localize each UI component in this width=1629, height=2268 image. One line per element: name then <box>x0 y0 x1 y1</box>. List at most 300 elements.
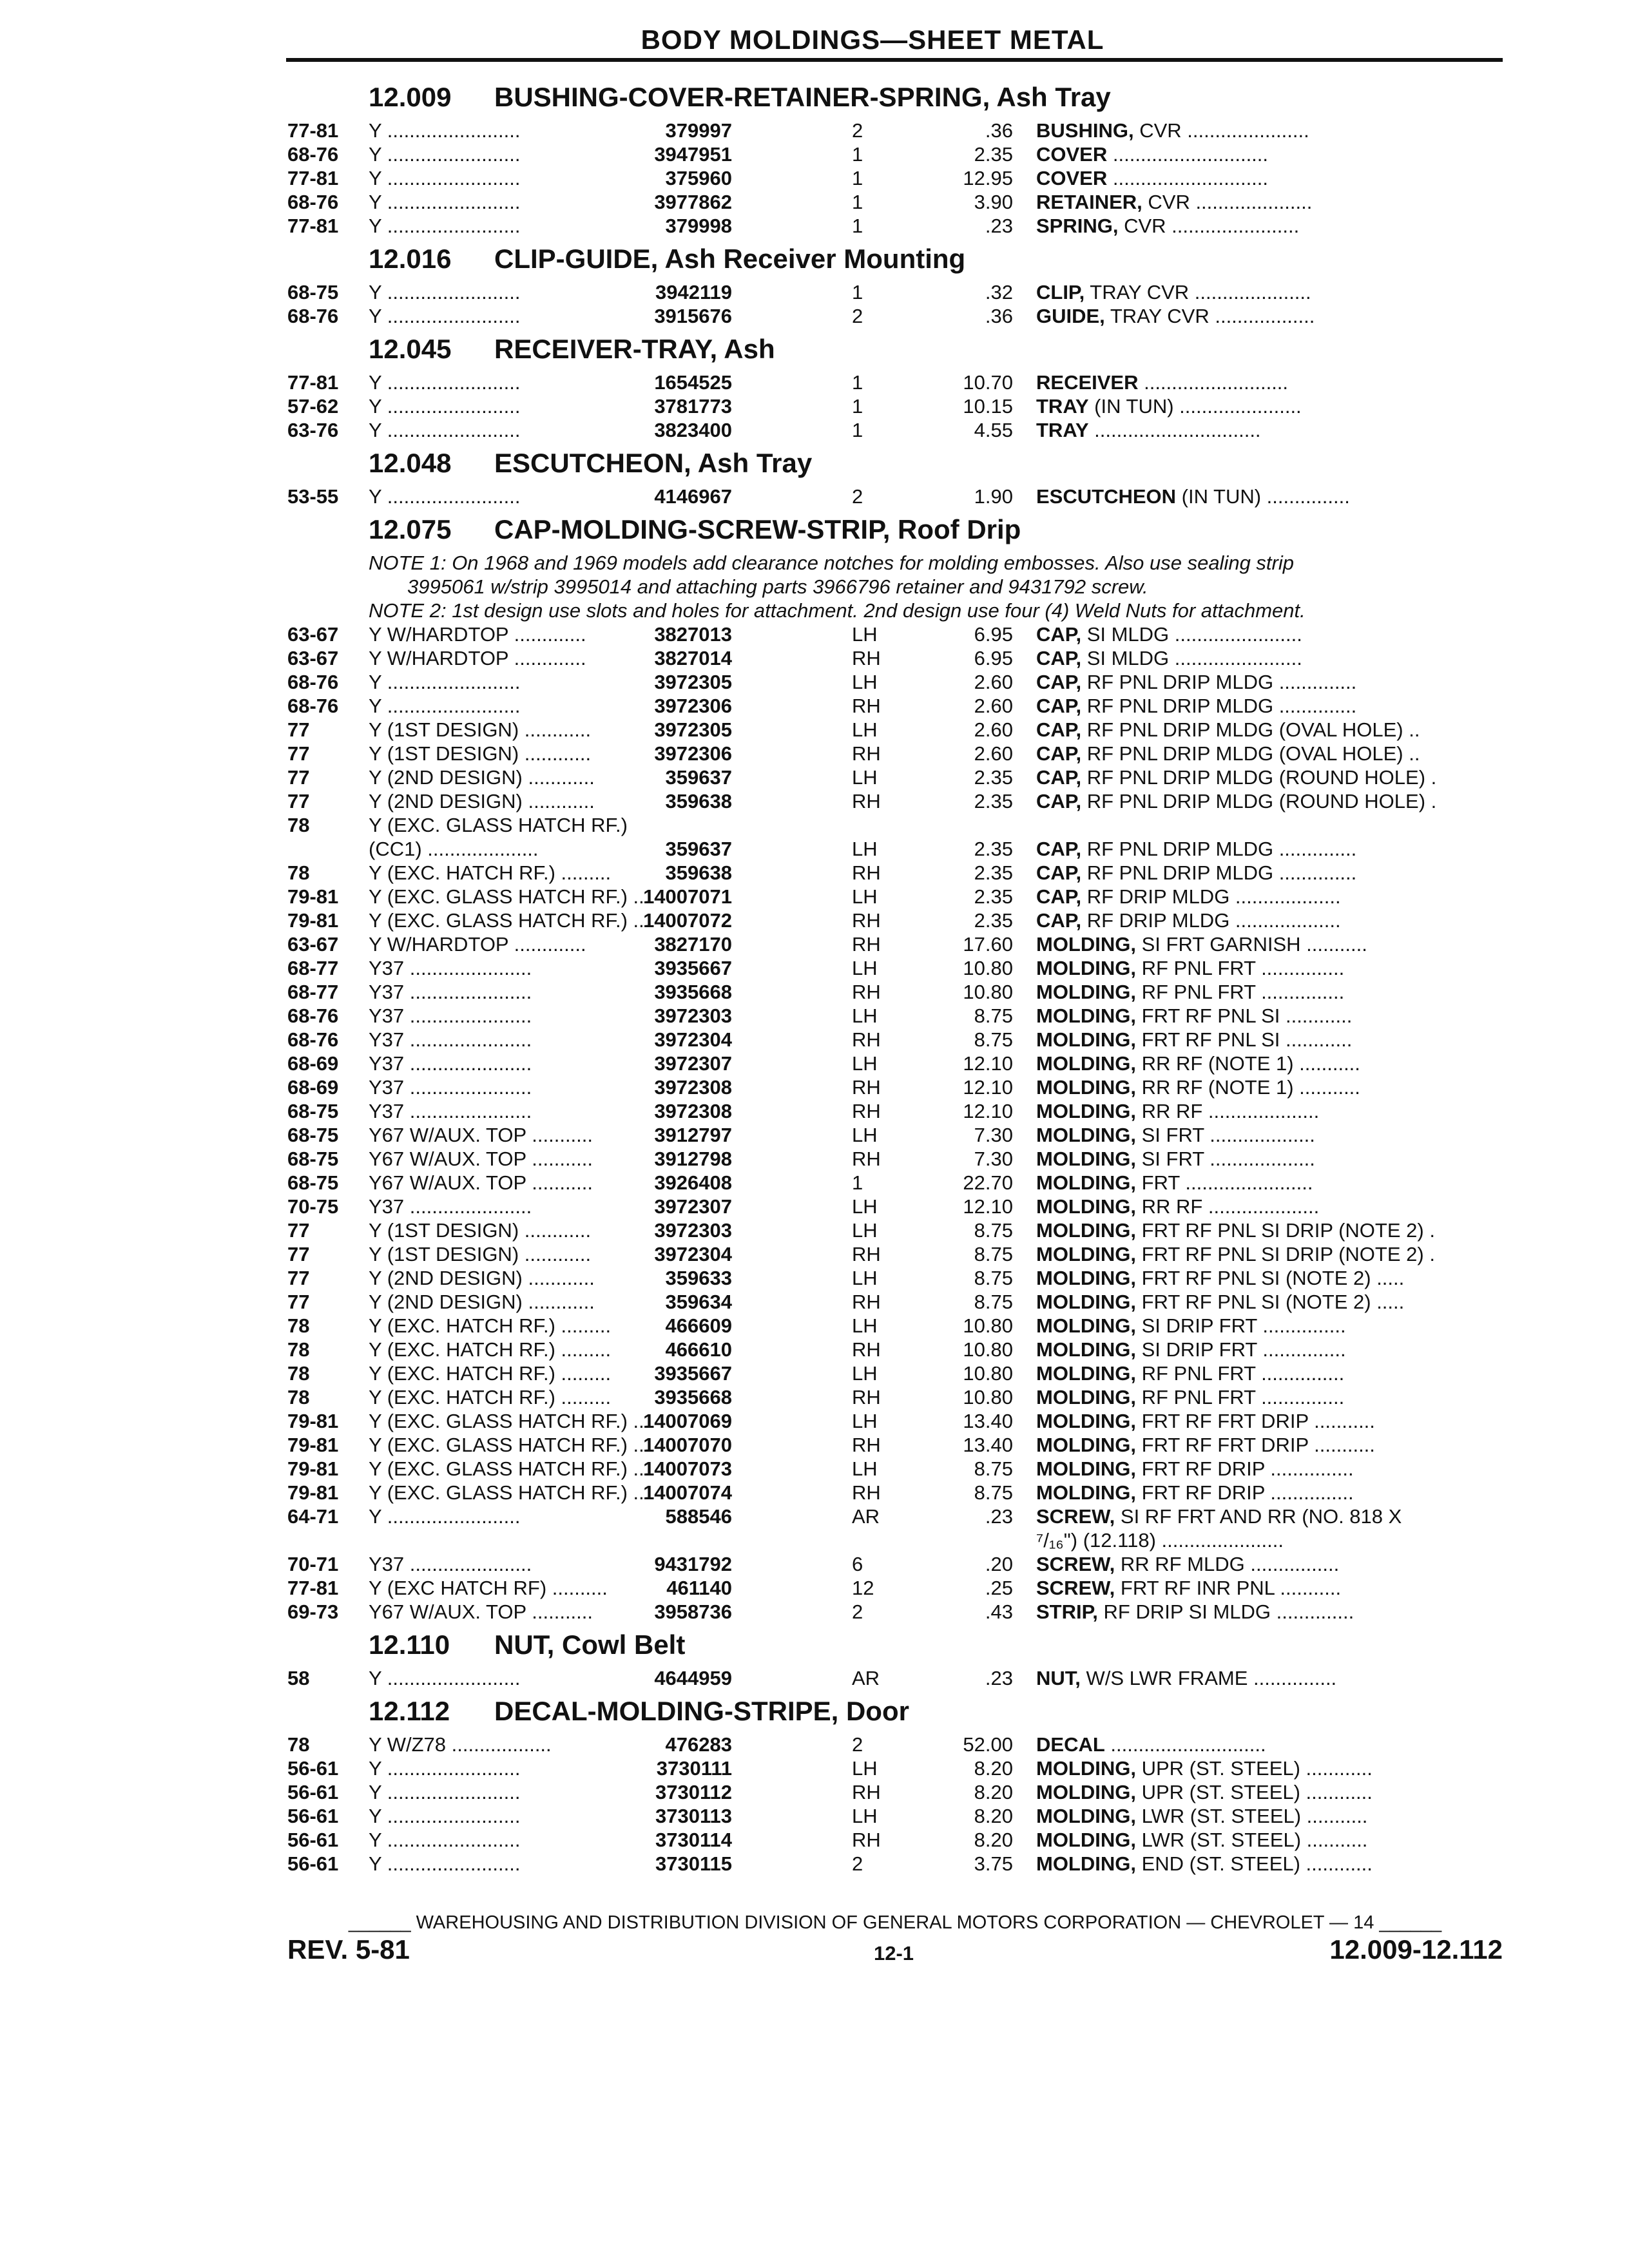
part-description-noun: NUT, <box>1036 1667 1081 1689</box>
usage-description: Y (EXC. GLASS HATCH RF.) ... <box>369 909 650 932</box>
table-row <box>287 1828 1503 1852</box>
part-number: 476283 <box>665 1733 732 1756</box>
quantity: RH <box>852 981 881 1003</box>
part-description-noun: MOLDING, <box>1036 1243 1136 1265</box>
part-description-detail: .............................. <box>1088 419 1261 441</box>
part-description-detail: RR RF .................... <box>1136 1195 1320 1218</box>
part-description-noun: CAP, <box>1036 742 1082 765</box>
part-description <box>1036 1852 1503 1876</box>
part-description <box>1036 304 1503 328</box>
price: 8.75 <box>974 1243 1013 1265</box>
model-years: 77 <box>287 718 310 741</box>
price: 2.35 <box>974 885 1013 908</box>
part-number: 3827014 <box>654 647 732 669</box>
usage-description: Y67 W/AUX. TOP ........... <box>369 1600 593 1623</box>
section-note: NOTE 1: On 1968 and 1969 models add clearance notches for molding embosses. Also use sealing strip <box>369 552 1294 574</box>
part-description <box>1036 1195 1503 1218</box>
price: 8.75 <box>974 1219 1013 1242</box>
part-number: 3823400 <box>654 419 732 441</box>
quantity: LH <box>852 1805 878 1827</box>
table-row <box>287 1481 1503 1504</box>
usage-description: Y (EXC. GLASS HATCH RF.) ... <box>369 1457 650 1480</box>
part-number: 3935667 <box>654 957 732 979</box>
quantity: RH <box>852 1481 881 1504</box>
part-number: 379997 <box>665 119 732 142</box>
price: .23 <box>985 1505 1013 1528</box>
part-description-noun: CAP, <box>1036 671 1082 693</box>
part-description <box>1036 370 1503 394</box>
part-description-detail: SI MLDG ....................... <box>1081 623 1302 646</box>
usage-description: Y37 ...................... <box>369 1004 532 1027</box>
usage-description: Y (EXC. GLASS HATCH RF.) ... <box>369 1481 650 1504</box>
part-description-noun: CAP, <box>1036 766 1082 789</box>
part-number: 359638 <box>665 790 732 812</box>
price: 12.10 <box>963 1052 1013 1075</box>
part-description-detail: UPR (ST. STEEL) ............ <box>1136 1757 1373 1780</box>
part-description-detail: FRT RF PNL SI (NOTE 2) ..... <box>1136 1291 1405 1313</box>
part-number: 3827013 <box>654 623 732 646</box>
price: 22.70 <box>963 1171 1013 1194</box>
table-row <box>287 370 1503 394</box>
quantity: LH <box>852 1124 878 1146</box>
table-row <box>287 1733 1503 1756</box>
price: .20 <box>985 1553 1013 1575</box>
model-years: 53-55 <box>287 485 339 508</box>
model-years: 79-81 <box>287 885 339 908</box>
part-number: 375960 <box>665 167 732 189</box>
quantity: RH <box>852 1434 881 1456</box>
price: 8.20 <box>974 1757 1013 1780</box>
quantity: RH <box>852 1338 881 1361</box>
price: 8.75 <box>974 1028 1013 1051</box>
usage-description: Y ........................ <box>369 485 521 508</box>
part-description-detail: (IN TUN) ...................... <box>1088 395 1302 418</box>
quantity: LH <box>852 1457 878 1480</box>
part-description <box>1036 166 1503 190</box>
table-row <box>287 1123 1503 1147</box>
price: 12.10 <box>963 1100 1013 1122</box>
quantity: LH <box>852 671 878 693</box>
quantity: LH <box>852 1314 878 1337</box>
part-description-detail: RR RF (NOTE 1) ........... <box>1136 1076 1360 1099</box>
part-description-detail: TRAY CVR .................. <box>1104 305 1315 327</box>
table-row <box>287 932 1503 956</box>
table-row <box>287 1756 1503 1780</box>
model-years: 78 <box>287 814 310 836</box>
usage-description: Y (EXC. GLASS HATCH RF.) ... <box>369 1434 650 1456</box>
quantity: LH <box>852 1757 878 1780</box>
part-description-detail: RF PNL FRT ............... <box>1136 1362 1345 1385</box>
usage-description: Y ........................ <box>369 1829 521 1851</box>
section-number: 12.048 <box>369 448 452 478</box>
model-years: 58 <box>287 1667 310 1689</box>
price: 8.20 <box>974 1805 1013 1827</box>
model-years: 70-75 <box>287 1195 339 1218</box>
section-name: CAP-MOLDING-SCREW-STRIP, Roof Drip <box>494 514 1021 544</box>
model-years: 68-69 <box>287 1076 339 1099</box>
part-description <box>1036 1828 1503 1852</box>
part-description-detail: TRAY CVR ..................... <box>1084 281 1311 303</box>
model-years: 68-69 <box>287 1052 339 1075</box>
part-description-detail: FRT RF PNL SI (NOTE 2) ..... <box>1136 1267 1405 1289</box>
part-number: 3730113 <box>655 1805 732 1827</box>
part-description-detail: RF PNL DRIP MLDG .............. <box>1081 861 1357 884</box>
section-number: 12.112 <box>369 1696 450 1726</box>
table-row <box>287 1504 1503 1528</box>
part-description <box>1036 214 1503 238</box>
part-description-noun: CAP, <box>1036 718 1082 741</box>
table-row <box>287 1171 1503 1195</box>
quantity: 1 <box>852 191 863 213</box>
price: 6.95 <box>974 623 1013 646</box>
usage-description: Y37 ...................... <box>369 1052 532 1075</box>
part-description <box>1036 1218 1503 1242</box>
usage-description: Y W/HARDTOP ............. <box>369 647 586 669</box>
model-years: 70-71 <box>287 1553 339 1575</box>
model-years: 69-73 <box>287 1600 339 1623</box>
part-description <box>1036 1171 1503 1195</box>
part-description-noun: MOLDING, <box>1036 1386 1136 1408</box>
part-description <box>1036 142 1503 166</box>
part-number: 359638 <box>665 861 732 884</box>
usage-description: Y (EXC. HATCH RF.) ......... <box>369 1386 612 1408</box>
part-description-detail: RF PNL DRIP MLDG (ROUND HOLE) . <box>1081 790 1437 812</box>
part-number: 3935668 <box>654 981 732 1003</box>
part-description <box>1036 980 1503 1004</box>
section-name: BUSHING-COVER-RETAINER-SPRING, Ash Tray <box>494 82 1111 112</box>
part-description-noun: MOLDING, <box>1036 1004 1136 1027</box>
table-row <box>287 190 1503 214</box>
model-years: 77 <box>287 742 310 765</box>
price: 2.35 <box>974 861 1013 884</box>
model-years: 56-61 <box>287 1852 339 1875</box>
part-description-detail: END (ST. STEEL) ............ <box>1136 1852 1373 1875</box>
price: 2.60 <box>974 718 1013 741</box>
table-row <box>287 280 1503 304</box>
table-row <box>287 418 1503 442</box>
part-number: 359637 <box>665 838 732 860</box>
part-description-detail: (IN TUN) ............... <box>1176 485 1350 508</box>
table-row <box>287 1218 1503 1242</box>
price: 1.90 <box>974 485 1013 508</box>
model-years: 78 <box>287 1338 310 1361</box>
part-description-noun: SCREW, <box>1036 1577 1115 1599</box>
part-number: 3972307 <box>654 1195 732 1218</box>
part-description <box>1036 394 1503 418</box>
part-description-detail: UPR (ST. STEEL) ............ <box>1136 1781 1373 1803</box>
model-years: 77-81 <box>287 167 339 189</box>
model-years: 79-81 <box>287 1434 339 1456</box>
part-description-detail: RF PNL DRIP MLDG (ROUND HOLE) . <box>1081 766 1437 789</box>
usage-description: Y37 ...................... <box>369 981 532 1003</box>
model-years: 56-61 <box>287 1805 339 1827</box>
part-description <box>1036 1733 1503 1756</box>
usage-description: Y37 ...................... <box>369 1028 532 1051</box>
table-row <box>287 1195 1503 1218</box>
table-row <box>287 1409 1503 1433</box>
part-description-detail: FRT RF DRIP ............... <box>1136 1457 1354 1480</box>
model-years: 79-81 <box>287 1457 339 1480</box>
quantity: RH <box>852 1291 881 1313</box>
part-description-detail: RR RF .................... <box>1136 1100 1320 1122</box>
part-description <box>1036 1338 1503 1361</box>
part-description-noun: CAP, <box>1036 861 1082 884</box>
quantity: LH <box>852 1267 878 1289</box>
part-description-noun: SPRING, <box>1036 215 1119 237</box>
part-number: 14007074 <box>643 1481 732 1504</box>
part-description-noun: COVER <box>1036 143 1108 166</box>
usage-description: Y ........................ <box>369 1781 521 1803</box>
price: 13.40 <box>963 1410 1013 1432</box>
part-description-detail: ............................ <box>1107 143 1269 166</box>
usage-description: Y ........................ <box>369 371 521 394</box>
part-description-detail: RF PNL FRT ............... <box>1136 981 1345 1003</box>
section-name: ESCUTCHEON, Ash Tray <box>494 448 813 478</box>
model-years: 78 <box>287 1314 310 1337</box>
table-row <box>287 670 1503 694</box>
part-description <box>1036 1004 1503 1028</box>
usage-description: Y ........................ <box>369 191 521 213</box>
part-number: 3972303 <box>654 1219 732 1242</box>
part-description-detail: FRT RF PNL SI DRIP (NOTE 2) . <box>1136 1219 1435 1242</box>
part-description-noun: MOLDING, <box>1036 1267 1136 1289</box>
part-description-detail: .......................... <box>1138 371 1289 394</box>
part-description <box>1036 646 1503 670</box>
part-description-noun: CAP, <box>1036 838 1082 860</box>
part-description <box>1036 119 1503 142</box>
price: .43 <box>985 1600 1013 1623</box>
usage-description: Y ........................ <box>369 1757 521 1780</box>
usage-description: Y (1ST DESIGN) ............ <box>369 718 592 741</box>
part-description-noun: MOLDING, <box>1036 1314 1136 1337</box>
part-number: 3730115 <box>655 1852 732 1875</box>
model-years: 68-76 <box>287 1028 339 1051</box>
model-years: 68-75 <box>287 1148 339 1170</box>
quantity: RH <box>852 1243 881 1265</box>
section-number: 12.075 <box>369 514 452 544</box>
part-description-noun: MOLDING, <box>1036 1457 1136 1480</box>
table-row <box>287 119 1503 142</box>
section-heading <box>287 508 1503 551</box>
quantity: RH <box>852 1781 881 1803</box>
quantity: LH <box>852 1362 878 1385</box>
part-description-detail: ............................ <box>1104 1733 1266 1756</box>
part-description-noun: MOLDING, <box>1036 1781 1136 1803</box>
part-description-detail: ............................ <box>1107 167 1269 189</box>
usage-description: Y (EXC. GLASS HATCH RF.) ... <box>369 1410 650 1432</box>
part-number: 3972304 <box>654 1243 732 1265</box>
part-description <box>1036 280 1503 304</box>
price: .36 <box>985 305 1013 327</box>
price: 2.60 <box>974 695 1013 717</box>
page-header-title: BODY MOLDINGS—SHEET METAL <box>641 24 1104 55</box>
price: 2.60 <box>974 742 1013 765</box>
section-heading <box>287 76 1503 119</box>
price: 8.75 <box>974 1481 1013 1504</box>
model-years: 68-77 <box>287 957 339 979</box>
part-number: 3972305 <box>654 718 732 741</box>
model-years: 63-67 <box>287 647 339 669</box>
part-description-noun: MOLDING, <box>1036 1028 1136 1051</box>
quantity: RH <box>852 933 881 956</box>
part-description-detail: FRT RF DRIP ............... <box>1136 1481 1354 1504</box>
part-description-noun: CAP, <box>1036 790 1082 812</box>
part-description-noun: MOLDING, <box>1036 1410 1136 1432</box>
usage-description: Y67 W/AUX. TOP ........... <box>369 1148 593 1170</box>
quantity: 2 <box>852 485 863 508</box>
part-number: 14007073 <box>643 1457 732 1480</box>
usage-description: Y (2ND DESIGN) ............ <box>369 1267 595 1289</box>
table-row <box>287 742 1503 765</box>
part-description-noun: TRAY <box>1036 395 1089 418</box>
model-years: 57-62 <box>287 395 339 418</box>
usage-description: Y (EXC. HATCH RF.) ......... <box>369 1338 612 1361</box>
part-description <box>1036 765 1503 789</box>
usage-description: Y (EXC HATCH RF) .......... <box>369 1577 608 1599</box>
part-number: 3935668 <box>654 1386 732 1408</box>
usage-description: Y (2ND DESIGN) ............ <box>369 790 595 812</box>
price: 10.80 <box>963 1362 1013 1385</box>
model-years: 78 <box>287 1733 310 1756</box>
usage-description: Y ........................ <box>369 1505 521 1528</box>
model-years: 68-76 <box>287 1004 339 1027</box>
usage-description: Y ........................ <box>369 395 521 418</box>
usage-description: Y W/Z78 .................. <box>369 1733 552 1756</box>
model-years: 68-75 <box>287 1124 339 1146</box>
part-number: 3972308 <box>654 1076 732 1099</box>
table-row <box>287 837 1503 861</box>
table-row <box>287 1099 1503 1123</box>
usage-description: Y (1ST DESIGN) ............ <box>369 742 592 765</box>
model-years: 68-75 <box>287 1171 339 1194</box>
part-description <box>1036 1756 1503 1780</box>
table-row <box>287 980 1503 1004</box>
part-description-noun: MOLDING, <box>1036 1219 1136 1242</box>
price: 10.80 <box>963 1338 1013 1361</box>
model-years: 79-81 <box>287 1410 339 1432</box>
usage-description: Y ........................ <box>369 281 521 303</box>
section-note: NOTE 2: 1st design use slots and holes for attachment. 2nd design use four (4) Weld Nuts for attachment. <box>369 599 1306 622</box>
quantity: 2 <box>852 1733 863 1756</box>
quantity: LH <box>852 1219 878 1242</box>
price: 8.75 <box>974 1457 1013 1480</box>
part-description-detail: SI RF FRT AND RR (NO. 818 X <box>1115 1505 1402 1528</box>
part-description-detail: SI MLDG ....................... <box>1081 647 1302 669</box>
part-description-detail: FRT ....................... <box>1136 1171 1313 1194</box>
price: 6.95 <box>974 647 1013 669</box>
usage-description: Y37 ...................... <box>369 957 532 979</box>
model-years: 78 <box>287 1386 310 1408</box>
part-number: 3781773 <box>654 395 732 418</box>
part-number: 3972303 <box>654 1004 732 1027</box>
price: 7.30 <box>974 1148 1013 1170</box>
quantity: RH <box>852 647 881 669</box>
model-years: 63-67 <box>287 623 339 646</box>
table-row <box>287 166 1503 190</box>
part-description <box>1036 1804 1503 1828</box>
part-description-noun: CAP, <box>1036 623 1082 646</box>
model-years: 63-67 <box>287 933 339 956</box>
usage-description: Y67 W/AUX. TOP ........... <box>369 1124 593 1146</box>
footer-publisher-line: ______ WAREHOUSING AND DISTRIBUTION DIVISION OF GENERAL MOTORS CORPORATION — CHEVROLET — 14 ______ <box>348 1912 1442 1933</box>
model-years: 77-81 <box>287 371 339 394</box>
part-description-detail: FRT RF FRT DRIP ........... <box>1136 1410 1375 1432</box>
model-years: 68-76 <box>287 305 339 327</box>
part-description-noun: MOLDING, <box>1036 1052 1136 1075</box>
model-years: 77 <box>287 790 310 812</box>
section-heading <box>287 238 1503 280</box>
section-number: 12.110 <box>369 1629 450 1660</box>
price: 8.75 <box>974 1267 1013 1289</box>
part-description <box>1036 1481 1503 1504</box>
model-years: 64-71 <box>287 1505 339 1528</box>
part-description-noun: MOLDING, <box>1036 933 1136 956</box>
part-number: 3730114 <box>655 1829 732 1851</box>
table-row <box>287 1147 1503 1171</box>
section-number: 12.045 <box>369 334 452 364</box>
part-description <box>1036 694 1503 718</box>
part-description-noun: CAP, <box>1036 909 1082 932</box>
model-years: 68-77 <box>287 981 339 1003</box>
part-number: 3972304 <box>654 1028 732 1051</box>
part-description-detail: SI FRT ................... <box>1136 1124 1315 1146</box>
usage-description: Y ........................ <box>369 1852 521 1875</box>
part-description <box>1036 908 1503 932</box>
part-description-noun: CAP, <box>1036 885 1082 908</box>
part-description <box>1036 718 1503 742</box>
part-description-noun: ESCUTCHEON <box>1036 485 1177 508</box>
price: 8.75 <box>974 1004 1013 1027</box>
part-description-detail: RF PNL FRT ............... <box>1136 1386 1345 1408</box>
part-description-noun: TRAY <box>1036 419 1089 441</box>
part-description <box>1036 1266 1503 1290</box>
part-description <box>1036 1504 1503 1528</box>
price: 10.80 <box>963 1386 1013 1408</box>
footer-section-range: 12.009-12.112 <box>1329 1934 1503 1965</box>
part-number: 359633 <box>665 1267 732 1289</box>
part-number: 14007070 <box>643 1434 732 1456</box>
quantity: 2 <box>852 1600 863 1623</box>
part-description <box>1036 1242 1503 1266</box>
price: 2.35 <box>974 766 1013 789</box>
part-description <box>1036 1600 1503 1624</box>
quantity: 1 <box>852 215 863 237</box>
part-number: 588546 <box>665 1505 732 1528</box>
quantity: 2 <box>852 1852 863 1875</box>
part-number: 3958736 <box>654 1600 732 1623</box>
model-years: 68-76 <box>287 191 339 213</box>
table-row <box>287 214 1503 238</box>
price: 2.35 <box>974 143 1013 166</box>
part-description-noun: MOLDING, <box>1036 1124 1136 1146</box>
model-years: 63-76 <box>287 419 339 441</box>
quantity: LH <box>852 838 878 860</box>
part-description-detail: SI DRIP FRT ............... <box>1136 1314 1346 1337</box>
part-description-noun: MOLDING, <box>1036 1829 1136 1851</box>
part-description <box>1036 1457 1503 1481</box>
price: 4.55 <box>974 419 1013 441</box>
part-description-noun: DECAL <box>1036 1733 1105 1756</box>
model-years: 77-81 <box>287 119 339 142</box>
part-number: 3977862 <box>654 191 732 213</box>
usage-description: Y ........................ <box>369 419 521 441</box>
table-row <box>287 861 1503 885</box>
quantity: RH <box>852 1148 881 1170</box>
part-description-noun: CAP, <box>1036 695 1082 717</box>
price: 2.35 <box>974 838 1013 860</box>
part-description <box>1036 1385 1503 1409</box>
quantity: RH <box>852 1386 881 1408</box>
